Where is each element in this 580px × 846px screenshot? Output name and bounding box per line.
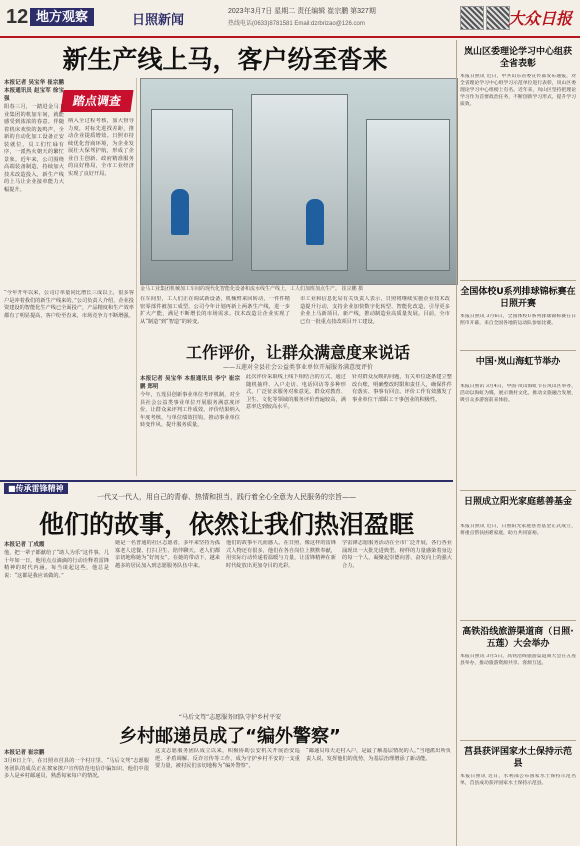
article4-body-2: 这支志愿服务团队成立以来，积极协助公安机关开展治安巡逻、矛盾调解、反诈宣传等工作，成为守护乡村平安的一支重要力量，被村民们亲切地称为“编外警察”。 bbox=[155, 748, 300, 770]
article2-headline: 工作评价，让群众满意度来说话 bbox=[185, 343, 410, 362]
article4-body-1: 本报记者 崔宗鹏 3月6日上午，在日照市莒县的一个村庄里，“马后文驾”志愿服务团队的成员正在挨家挨户宣传防范电信诈骗知识。他们中很多人是乡村邮递员，熟悉每家每户的情况。 bbox=[4, 750, 149, 780]
brief-body-1: 本报日照讯 近日，中共山东省委宣传部发布通报，对全省理论学习中心组学习示范单位进行表彰，岚山区委理论学习中心组榜上有名。近年来，岚山区坚持把理论学习作为首要政治任务，不断创新学习形式，提升学习质效。 bbox=[460, 74, 576, 107]
article4-body-3: “邮递员每天走村入户，是最了解基层情况的人。”当地派出所负责人说，发挥他们的优势，为基层治理增添了新动能。 bbox=[306, 748, 451, 762]
divider bbox=[460, 740, 576, 741]
article2-body-2: 此次评价采取线上线下相结合的方式，通过随机抽样、入户走访、电话回访等多种形式，广泛征求服务对象意见。群众对教育、卫生、文化等领域的服务评价普遍较高，满意率达到较高水平。 bbox=[246, 374, 346, 411]
brief-headline-6: 莒县获评国家水土保持示范县 bbox=[463, 747, 572, 770]
factory-photo bbox=[140, 78, 458, 285]
brief-headline-5: 高铁沿线旅游渠道商（日照·五莲）大会举办 bbox=[462, 627, 574, 650]
date-line: 2023年3月7日 星期二 责任编辑 崔宗鹏 第327期 bbox=[228, 8, 376, 15]
article2-subhead: ——五莲对全县社会公益类事业单位开展服务满意度评价 bbox=[222, 364, 373, 371]
article4-kicker: “马后文驾”志愿服务团队守护乡村平安 bbox=[178, 714, 282, 721]
article2-body-1: 本报记者 吴宝华 本报通讯员 李宁 崔宗鹏 郑明 今年，五莲县创新事业单位考评机制，对全县社会公益类事业单位开展服务满意度评价，让群众来评判工作成效。评价结果纳入年度考核，与单位绩效挂钩，推动事业单位转变作风、提升服务质量。 bbox=[140, 376, 240, 429]
divider bbox=[460, 280, 576, 281]
lead-body-col4: 市工业和信息化局有关负责人表示，日照将继续实施企业技术改造提升行动，支持企业加快数字化转型、智能化改造，引导更多企业上马新项目、新产线，推动制造业高质量发展。目前，全市已有一批重点技改项目开工建设。 bbox=[300, 296, 450, 325]
brief-body-4: 本报日照讯 近日，日照阳光家庭慈善基金正式成立，将重点帮扶困难家庭，助力共同富裕。 bbox=[460, 524, 576, 536]
brief-headline-1: 岚山区委理论学习中心组获全省表彰 bbox=[463, 47, 572, 70]
paper-logo: 大众日报 bbox=[507, 9, 572, 28]
page-number: 12 bbox=[6, 6, 29, 28]
article2-body-3: 针对群众反映的问题，有关单位逐条建立整改台账，明确整改时限和责任人，确保件件有落实、事事有回音。评价工作有效激发了事业单位干部职工干事创业的积极性。 bbox=[352, 374, 452, 403]
photo-caption: 金马工业集团机械加工车间的现代化智能化设备和流水线生产线上，工人们加班加点生产。 崔宗鹏 摄 bbox=[140, 286, 364, 292]
section-title: 地方观察 bbox=[30, 8, 94, 26]
divider bbox=[460, 490, 576, 491]
brief-headline-2: 全国体校U系列排球锦标赛在日照开赛 bbox=[460, 287, 576, 310]
article3-headline: 他们的故事，依然让我们热泪盈眶 bbox=[38, 510, 414, 539]
brief-body-3: 本报日照讯 3月4日，中国·岚山海虹节在岚山区举办，活动以海虹为媒，展示渔村文化，推动文旅融合发展，吸引众多游客前来体验。 bbox=[460, 384, 576, 403]
article4-headline: 乡村邮递员成了“编外警察” bbox=[119, 726, 341, 747]
column-stamp: 踏点调查 bbox=[60, 90, 133, 112]
article3-body-4: 学雷锋志愿服务活动在全市广泛开展，各行各业涌现出一大批先进典型。榜样的力量感染着身边的每一个人，凝聚起崇德向善、奋发向上的强大合力。 bbox=[342, 540, 452, 569]
masthead bbox=[0, 0, 580, 38]
qr-code-icon bbox=[460, 6, 484, 30]
lead-body-col3: 在车间里，工人们正在调试新设备，机械臂来回转动，一件件精密零部件被加工成型。公司今年计划再新上两条生产线，进一步扩大产能，满足不断增长的市场需求。技术改造让企业实现了从“制造”到“智造”的转变。 bbox=[140, 296, 290, 325]
contact-line: 热线电话(0633)8781581 Email:dzrbrizao@126.com bbox=[228, 21, 365, 27]
article3-body-2: 她是一名普通的社区志愿者，多年来坚持为孤寡老人送餐、打扫卫生、陪伴聊天。老人们都亲切地称她为“好闺女”。在她的带动下，越来越多的居民加入到志愿服务队伍中来。 bbox=[115, 540, 220, 569]
brief-headline-4: 日照成立阳光家庭慈善基金 bbox=[463, 497, 572, 507]
divider bbox=[460, 620, 576, 621]
lead-body-col1b: “今年开年以来，公司订单量同比增长三成以上，很多客户是冲着我们的新生产线来的。”公司负责人介绍，企业投资建设的智能化生产线已全面投产，产品精度和生产效率都有了明显提高，客户纷至沓来，市场竞争力不断增强。 bbox=[4, 290, 134, 319]
brief-body-2: 本报日照讯 3月6日，全国体校U系列排球锦标赛在日照市开幕，来自全国各地的运动队参加比赛。 bbox=[460, 314, 576, 326]
article3-body-3: 他们的故事平凡而感人。在日照，像这样的雷锋式人物还有很多，他们在各自岗位上默默奉献，用实际行动传递着温暖与力量，让雷锋精神在新时代绽放出更加夺目的光彩。 bbox=[226, 540, 336, 569]
lead-byline: 本报记者 吴宝华 崔宗鹏 本报通讯员 赵宝军 徐宝强 bbox=[4, 80, 64, 102]
section-banner-label: ■传承雷锋精神 bbox=[4, 483, 68, 494]
column-brand: 日照新闻 bbox=[132, 13, 185, 28]
article3-kicker: 一代又一代人，用自己的青春、热情和担当，践行着全心全意为人民服务的宗旨—— bbox=[97, 493, 356, 501]
divider bbox=[460, 350, 576, 351]
lead-headline: 新生产线上马，客户纷至沓来 bbox=[62, 45, 388, 74]
brief-headline-3: 中国·岚山海虹节举办 bbox=[475, 357, 561, 367]
column-rule bbox=[136, 78, 137, 476]
article3-body-1: 本报记者 丁成霞 他，把一辈子都献给了“助人为乐”这件事。几十年如一日，他用点点滴滴的行动诠释着雷锋精神的时代内涵。每当谈起这些，他总是说：“这都是我应该做的。” bbox=[4, 542, 109, 579]
qr-code-icon bbox=[486, 6, 510, 30]
brief-body-6: 本报日照讯 近日，水利部公布国家水土保持示范名单，莒县成功获评国家水土保持示范县。 bbox=[460, 774, 576, 786]
brief-body-5: 本报日照讯 3月5日，高铁沿线旅游渠道商大会在五莲县举办，推动旅游资源共享、客源互送。 bbox=[460, 654, 576, 666]
lead-body-col2: 纳入全过程考核，加大督导力度，对标先进找差距，推动企业提质增效。日照市持续优化营商环境，为企业发展壮大保驾护航，形成了企业自主创新、政府精准服务的良好格局，全市工业经济实现了良好开局。 bbox=[68, 118, 134, 177]
lead-body-col1: 本报记者 吴宝华 崔宗鹏 本报通讯员 赵宝军 徐宝强 阳春三月，一踏进金马工业集团的机加车间，就能感受到浓浓的春意。伴随着机床欢快的轰鸣声，全新的自动化加工设备正安装就位，员工们忙碌有序，一派热火朝天的繁忙景象。近年来，公司围绕高端装备制造，持续加大技术改造投入，新生产线的上马让企业接单能力大幅提升。 bbox=[4, 80, 64, 193]
